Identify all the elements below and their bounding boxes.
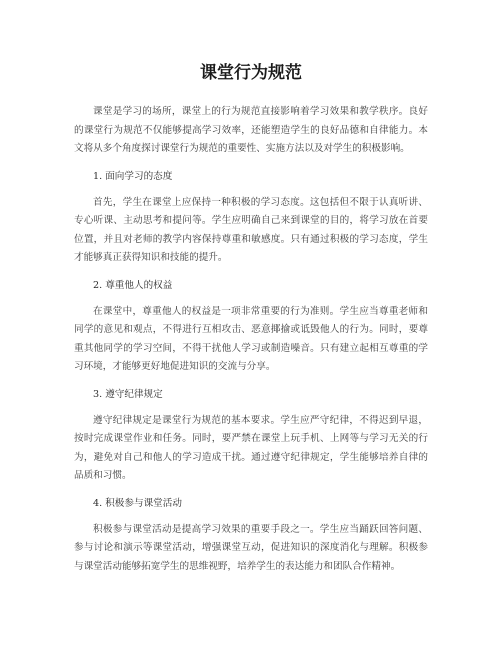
document-title: 课堂行为规范	[200, 63, 302, 83]
section-heading: 4. 积极参与课堂活动	[93, 497, 182, 509]
section-3	[74, 387, 428, 486]
section-4	[74, 496, 428, 577]
section-heading: 1. 面向学习的态度	[93, 170, 173, 182]
intro-paragraph: 课堂是学习的场所，课堂上的行为规范直接影响着学习效果和教学秩序。良好的课堂行为规范不仅能够提高学习效率，还能塑造学生的良好品德和自律能力。本文将从多个角度探讨课堂行为规范的重要性、实施方法以及对学生的积极影响。	[74, 106, 428, 154]
section-2	[74, 278, 428, 377]
section-body: 积极参与课堂活动是提高学习效果的重要手段之一。学生应当踊跃回答问题、参与讨论和演示等课堂活动，增强课堂互动，促进知识的深度消化与理解。积极参与课堂活动能够拓宽学生的思维视野，培养学生的表达能力和团队合作精神。	[74, 523, 428, 572]
section-body: 在课堂中，尊重他人的权益是一项非常重要的行为准则。学生应当尊重老师和同学的意见和观点，不得进行互相攻击、恶意揶揄或诋毁他人的行为。同时，要尊重其他同学的学习空间，不得干扰他人学习或制造噪音。只有建立起相互尊重的学习环境，才能够更好地促进知识的交流与分享。	[74, 305, 428, 372]
section-heading: 2. 尊重他人的权益	[93, 279, 173, 291]
section-heading: 3. 遵守纪律规定	[93, 388, 163, 400]
section-1	[74, 169, 428, 268]
section-body: 遵守纪律规定是课堂行为规范的基本要求。学生应严守纪律，不得迟到早退，按时完成课堂作业和任务。同时，要严禁在课堂上玩手机、上网等与学习无关的行为，避免对自己和他人的学习造成干扰。通过遵守纪律规定，学生能够培养自律的品质和习惯。	[74, 414, 428, 481]
section-body: 首先，学生在课堂上应保持一种积极的学习态度。这包括但不限于认真听讲、专心听课、主动思考和提问等。学生应明确自己来到课堂的目的，将学习放在首要位置，并且对老师的教学内容保持尊重和敏感度。只有通过积极的学习态度，学生才能够真正获得知识和技能的提升。	[74, 196, 428, 263]
